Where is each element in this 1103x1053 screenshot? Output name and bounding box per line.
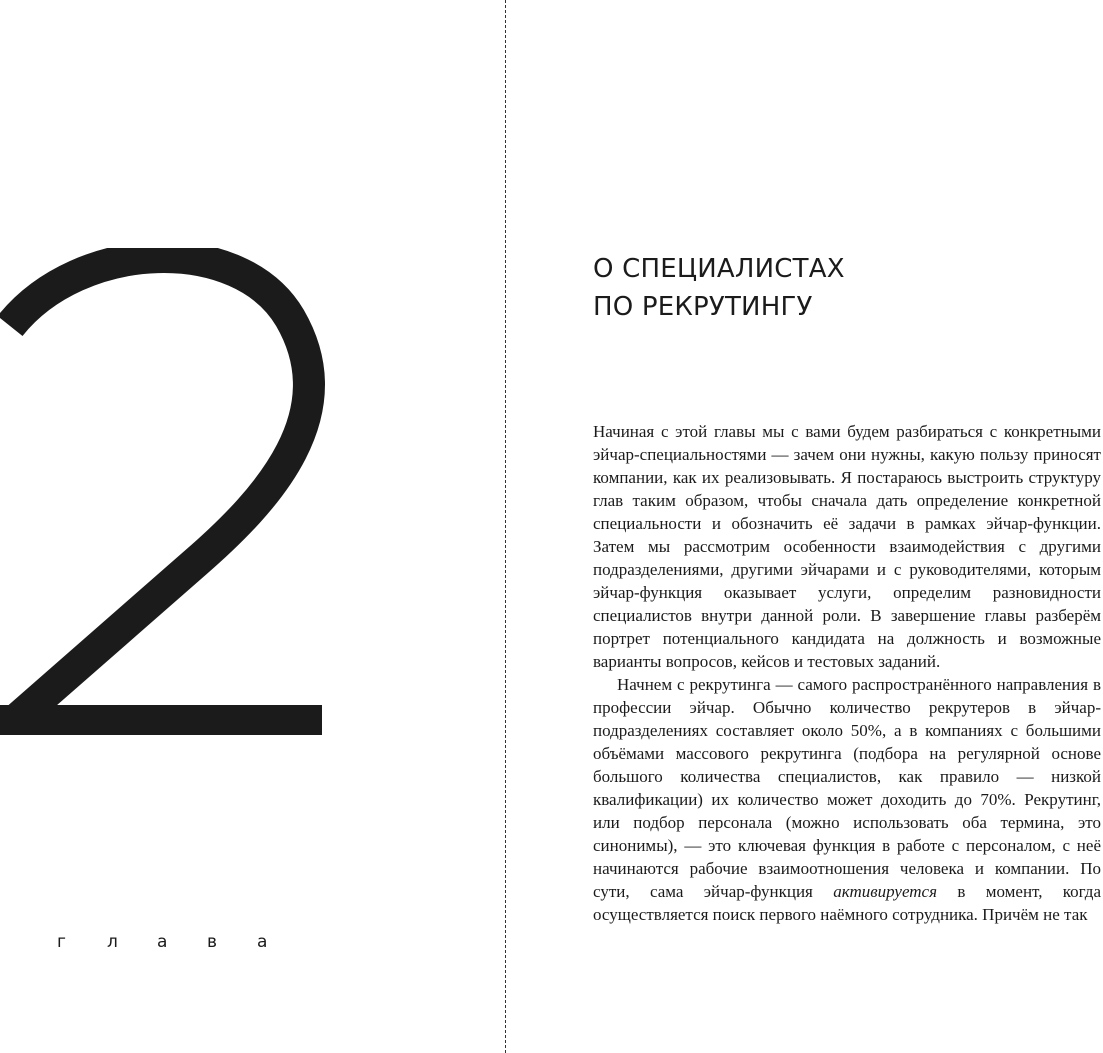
paragraph-1: Начиная с этой главы мы с вами будем разбираться с конкретными эйчар-специальностями — зачем они нужны, какую пользу приносят компании, как их реализовывать. Я постараюсь выстроить структуру глав таким образом, чтобы сначала дать определение конкретной специальности и обозначить её задачи в рамках эйчар-функции. Затем мы рассмотрим особенности взаимодействия с другими подразделениями, другими эйчарами и с руководителями, которым эйчар-функция оказывает услуги, определим разновидности специалистов внутри данной роли. В завершение главы разберём портрет потенциального кандидата на должность и возможные варианты вопросов, кейсов и тестовых заданий. [593, 422, 1101, 671]
chapter-letter: в [207, 932, 218, 952]
chapter-numeral [0, 248, 330, 738]
chapter-title [593, 250, 845, 326]
paragraph-2-text-end: в момент, когда осуществляется поиск первого наёмного сотрудника. Причём не так [593, 882, 1102, 924]
chapter-letter: г [57, 932, 66, 952]
page-spine-divider [505, 0, 506, 1053]
chapter-letter: л [107, 932, 118, 952]
chapter-label [57, 932, 307, 952]
paragraph-2-text-start: Начнем с рекрутинга — самого распространённого направления в профессии эйчар. Обычно количество рекрутеров в эйчар-подразделениях составляет около 50%, а в компаниях с большими объёмами массового рекрутинга (подбора на регулярной основе большого количества специалистов, как правило — низкой квалификации) их количество может доходить до 70%. Рекрутинг, или подбор персонала (можно использовать оба термина, это синонимы), — это ключевая функция в работе с персоналом, с неё начинаются рабочие взаимоотношения человека и компании. По сути, сама эйчар-функция [593, 675, 1101, 901]
body-text [593, 420, 1101, 926]
chapter-letter: а [157, 932, 168, 952]
chapter-title-line-2: ПО РЕКРУТИНГУ [593, 292, 813, 322]
numeral-two-glyph [0, 248, 330, 738]
paragraph-2 [593, 673, 1101, 926]
chapter-title-line-1: О СПЕЦИАЛИСТАХ [593, 254, 845, 284]
chapter-letter: а [257, 932, 268, 952]
paragraph-2-italic-term: активируется [833, 882, 937, 901]
